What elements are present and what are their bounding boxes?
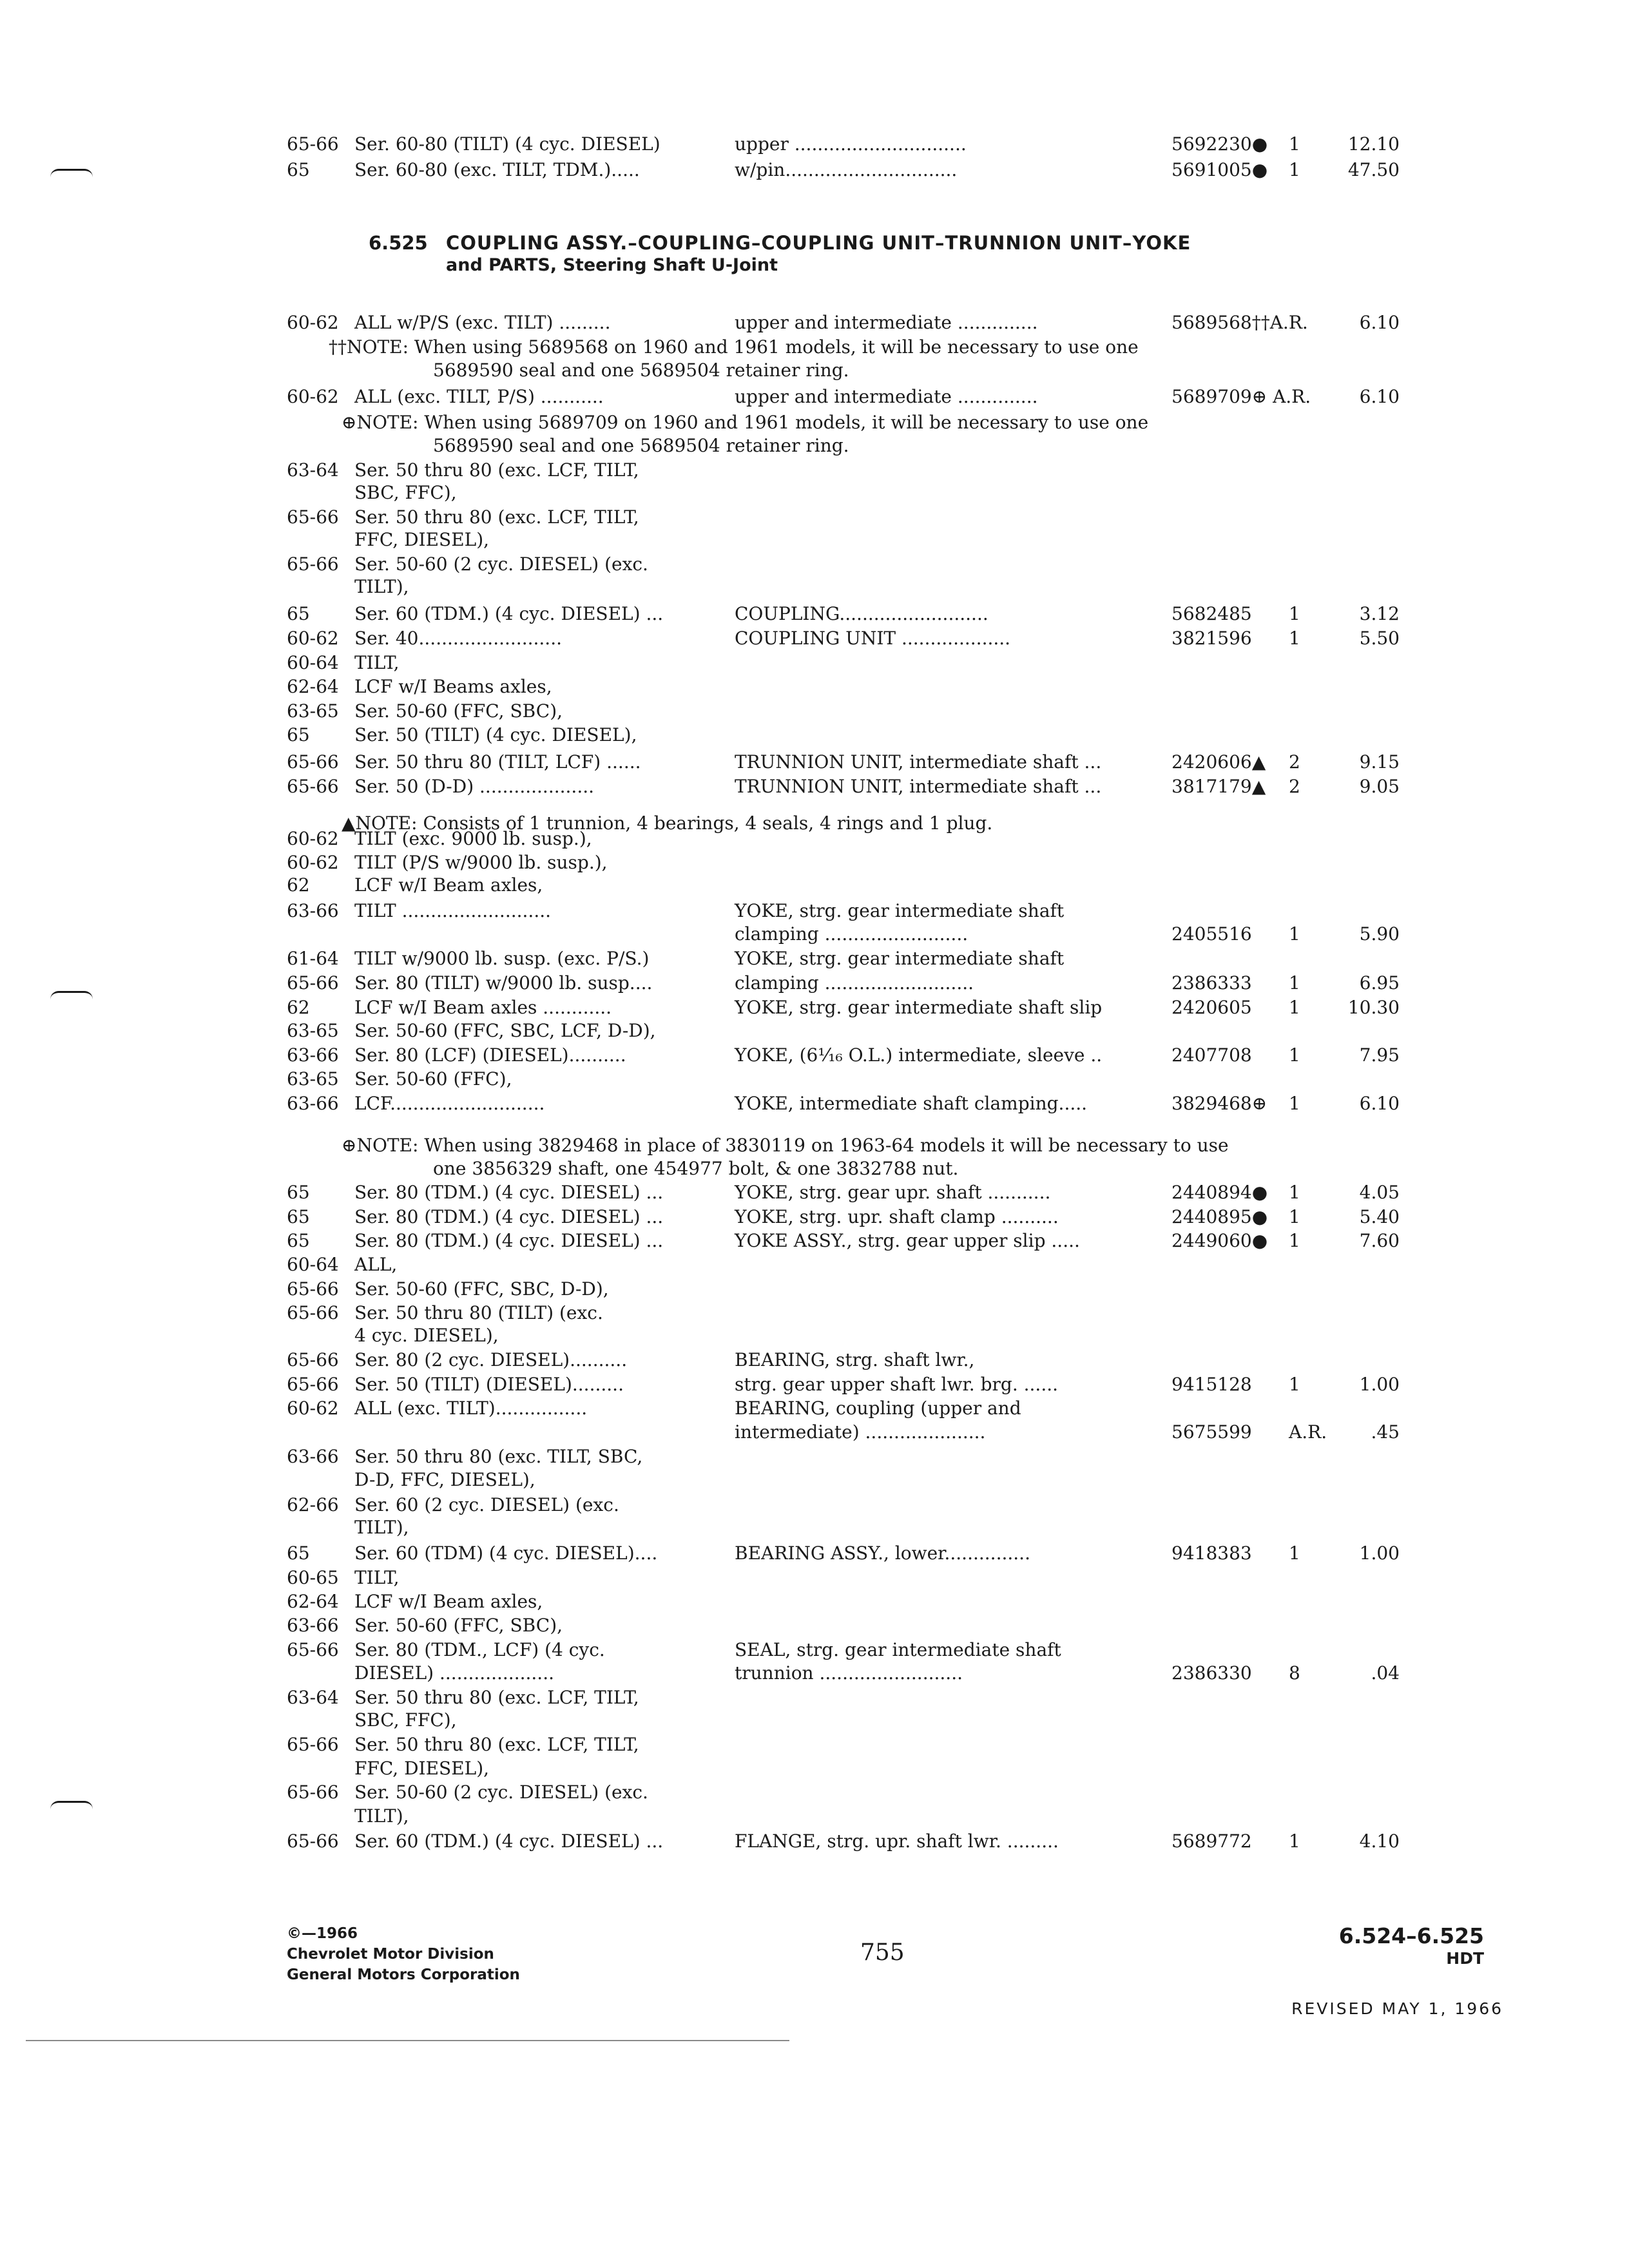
binder-hole-mark-top	[50, 169, 93, 177]
description-cell: clamping .........................	[735, 923, 969, 945]
application-cell: Ser. 50 (D-D) ....................	[354, 776, 595, 797]
application-cell: Ser. 60-80 (TILT) (4 cyc. DIESEL)	[354, 133, 660, 155]
price-cell: .04	[1371, 1662, 1400, 1684]
year-cell: 61-64	[287, 948, 339, 969]
price-cell: 6.10	[1359, 312, 1400, 333]
parts-row	[0, 1397, 1629, 1420]
description-cell: YOKE, strg. gear intermediate shaft	[735, 948, 1065, 969]
parts-row	[0, 602, 1629, 626]
year-cell: 60-64	[287, 1254, 339, 1275]
description-cell: YOKE, (6¹⁄₁₆ O.L.) intermediate, sleeve ..	[735, 1044, 1103, 1066]
application-cell: Ser. 50-60 (FFC),	[354, 1068, 512, 1090]
quantity-cell: 1	[1289, 133, 1300, 155]
year-cell: 65-66	[287, 1639, 339, 1660]
year-cell: 65	[287, 1542, 310, 1564]
application-cell: Ser. 80 (TDM.) (4 cyc. DIESEL) ...	[354, 1230, 664, 1251]
price-cell: .45	[1371, 1421, 1400, 1443]
year-cell: 63-65	[287, 700, 339, 722]
part-number-cell: 2405516	[1171, 923, 1252, 945]
application-cell: Ser. 80 (TDM.) (4 cyc. DIESEL) ...	[354, 1182, 664, 1203]
quantity-cell: 8	[1289, 1662, 1300, 1684]
description-cell: SEAL, strg. gear intermediate shaft	[735, 1639, 1061, 1660]
description-cell: YOKE ASSY., strg. gear upper slip .....	[735, 1230, 1080, 1251]
publisher-block	[287, 1923, 520, 1985]
year-cell: 63-66	[287, 1446, 339, 1467]
parts-row	[0, 311, 1629, 334]
year-cell: 60-62	[287, 628, 339, 649]
application-cell: Ser. 50 thru 80 (exc. TILT, SBC,	[354, 1446, 643, 1467]
price-cell: 5.40	[1359, 1206, 1400, 1227]
description-cell: BEARING ASSY., lower...............	[735, 1542, 1030, 1564]
part-number-cell: 9415128	[1171, 1374, 1252, 1395]
part-number-cell: 2420605	[1171, 997, 1252, 1018]
price-cell: 1.00	[1359, 1542, 1400, 1564]
parts-row	[0, 1830, 1629, 1853]
parts-row	[0, 899, 1629, 923]
price-cell: 47.50	[1347, 159, 1400, 180]
application-cell: Ser. 50-60 (2 cyc. DIESEL) (exc.	[354, 1782, 648, 1803]
price-cell: 6.10	[1359, 386, 1400, 407]
parts-row	[0, 1542, 1629, 1565]
parts-row	[0, 1324, 1629, 1347]
parts-row	[0, 1445, 1629, 1468]
application-cell: Ser. 50-60 (FFC, SBC),	[354, 1615, 563, 1636]
quantity-cell: 1	[1289, 1206, 1300, 1227]
hdt-label: HDT	[1446, 1949, 1484, 1968]
parts-row	[0, 1044, 1629, 1067]
year-cell: 60-62	[287, 312, 339, 333]
quantity-cell: 1	[1289, 1230, 1300, 1251]
year-cell: 62-64	[287, 1591, 339, 1612]
description-cell: trunnion .........................	[735, 1662, 963, 1684]
quantity-cell: 1	[1289, 1182, 1300, 1203]
quantity-cell: 1	[1289, 603, 1300, 624]
year-cell: 65-66	[287, 972, 339, 994]
year-cell: 63-66	[287, 1615, 339, 1636]
section-range: 6.524–6.525	[1338, 1923, 1484, 1948]
parts-row	[0, 1229, 1629, 1253]
parts-row	[0, 1566, 1629, 1590]
application-cell: ALL (exc. TILT, P/S) ...........	[354, 386, 604, 407]
application-cell: Ser. 50 thru 80 (exc. LCF, TILT,	[354, 459, 639, 481]
part-number-cell: 5689709⊕ A.R.	[1171, 386, 1311, 407]
year-cell: 62-64	[287, 676, 339, 697]
description-cell: clamping ..........................	[735, 972, 974, 994]
application-cell: Ser. 50 (TILT) (4 cyc. DIESEL),	[354, 724, 637, 745]
price-cell: 12.10	[1347, 133, 1400, 155]
quantity-cell: 1	[1289, 159, 1300, 180]
application-cell: LCF w/I Beam axles,	[354, 1591, 543, 1612]
application-cell: LCF...........................	[354, 1093, 545, 1114]
description-cell: TRUNNION UNIT, intermediate shaft ...	[735, 776, 1102, 797]
year-cell: 63-65	[287, 1068, 339, 1090]
description-cell: YOKE, intermediate shaft clamping.....	[735, 1093, 1088, 1114]
parts-row	[0, 459, 1629, 482]
year-cell: 65	[287, 1182, 310, 1203]
price-cell: 7.95	[1359, 1044, 1400, 1066]
application-cell: Ser. 50 (TILT) (DIESEL).........	[354, 1374, 624, 1395]
quantity-cell: 1	[1289, 972, 1300, 994]
section-number: 6.525	[369, 232, 428, 254]
application-cell: TILT (P/S w/9000 lb. susp.),	[354, 852, 608, 873]
parts-row	[0, 553, 1629, 576]
parts-row	[0, 1278, 1629, 1301]
application-cell: Ser. 60 (2 cyc. DIESEL) (exc.	[354, 1494, 619, 1515]
parts-row	[0, 1494, 1629, 1517]
year-cell: 60-62	[287, 828, 339, 849]
application-cell: Ser. 40.........................	[354, 628, 562, 649]
year-cell: 63-64	[287, 459, 339, 481]
year-cell: 65	[287, 1230, 310, 1251]
application-cell: TILT (exc. 9000 lb. susp.),	[354, 828, 592, 849]
description-cell: COUPLING..........................	[735, 603, 988, 624]
parts-row	[0, 1757, 1629, 1780]
year-cell: 62-66	[287, 1494, 339, 1515]
parts-row	[0, 1516, 1629, 1539]
year-cell: 62	[287, 997, 310, 1018]
application-cell: Ser. 60 (TDM.) (4 cyc. DIESEL) ...	[354, 603, 664, 624]
year-cell: 65-66	[287, 506, 339, 528]
application-cell: Ser. 80 (2 cyc. DIESEL)..........	[354, 1349, 628, 1370]
parts-row	[0, 1206, 1629, 1229]
parts-row	[0, 159, 1629, 182]
year-cell: 65-66	[287, 1374, 339, 1395]
year-cell: 60-62	[287, 852, 339, 873]
year-cell: 65	[287, 159, 310, 180]
parts-row	[0, 1468, 1629, 1492]
application-cell: Ser. 60 (TDM.) (4 cyc. DIESEL) ...	[354, 1831, 664, 1852]
application-cell: Ser. 50 thru 80 (TILT) (exc.	[354, 1302, 603, 1323]
description-cell: strg. gear upper shaft lwr. brg. ......	[735, 1374, 1059, 1395]
application-cell: Ser. 80 (LCF) (DIESEL)..........	[354, 1044, 626, 1066]
application-cell: Ser. 50 thru 80 (exc. LCF, TILT,	[354, 506, 639, 528]
parts-row	[0, 1302, 1629, 1325]
part-number-cell: 2420606▲	[1171, 751, 1266, 773]
year-cell: 65-66	[287, 751, 339, 773]
quantity-cell: 1	[1289, 628, 1300, 649]
quantity-cell: 2	[1289, 776, 1300, 797]
revision-date: REVISED MAY 1, 1966	[1291, 1999, 1503, 2018]
application-cell: TILT,	[354, 1567, 400, 1588]
parts-row	[0, 1686, 1629, 1709]
application-cell: Ser. 80 (TILT) w/9000 lb. susp....	[354, 972, 653, 994]
application-cell: LCF w/I Beam axles,	[354, 874, 543, 896]
parts-row	[0, 923, 1629, 946]
year-cell: 65-66	[287, 133, 339, 155]
application-cell: SBC, FFC),	[354, 1709, 457, 1731]
description-cell: upper ..............................	[735, 133, 967, 155]
price-cell: 4.05	[1359, 1182, 1400, 1203]
price-cell: 9.05	[1359, 776, 1400, 797]
parts-row	[0, 385, 1629, 408]
application-cell: SBC, FFC),	[354, 482, 457, 503]
parts-row	[0, 1373, 1629, 1396]
part-number-cell: 5675599	[1171, 1421, 1252, 1443]
description-cell: intermediate) .....................	[735, 1421, 986, 1443]
division-text: Chevrolet Motor Division	[287, 1946, 494, 1963]
binder-hole-mark-middle	[50, 991, 93, 999]
application-cell: 4 cyc. DIESEL),	[354, 1325, 499, 1346]
year-cell: 65	[287, 1206, 310, 1227]
note-3829468-line1: ⊕NOTE: When using 3829468 in place of 3830119 on 1963-64 models it will be necessary to use	[342, 1135, 1229, 1156]
part-number-cell: 2440894●	[1171, 1182, 1268, 1203]
parts-row	[0, 1639, 1629, 1662]
year-cell: 65-66	[287, 1349, 339, 1370]
note-5689568-line1: ††NOTE: When using 5689568 on 1960 and 1961 models, it will be necessary to use one	[329, 336, 1139, 358]
application-cell: ALL w/P/S (exc. TILT) .........	[354, 312, 611, 333]
year-cell: 60-65	[287, 1567, 339, 1588]
parts-row	[0, 947, 1629, 970]
application-cell: TILT ..........................	[354, 900, 552, 921]
application-cell: TILT,	[354, 652, 400, 673]
section-title: COUPLING ASSY.–COUPLING–COUPLING UNIT–TRUNNION UNIT–YOKE	[446, 232, 1191, 254]
application-cell: Ser. 50 thru 80 (exc. LCF, TILT,	[354, 1734, 639, 1755]
year-cell: 65-66	[287, 553, 339, 575]
description-cell: YOKE, strg. gear upr. shaft ...........	[735, 1182, 1051, 1203]
price-cell: 10.30	[1347, 997, 1400, 1018]
application-cell: TILT),	[354, 576, 409, 597]
year-cell: 63-66	[287, 1044, 339, 1066]
description-cell: upper and intermediate ..............	[735, 386, 1038, 407]
parts-row	[0, 675, 1629, 698]
parts-row	[0, 1805, 1629, 1828]
application-cell: Ser. 80 (TDM.) (4 cyc. DIESEL) ...	[354, 1206, 664, 1227]
parts-row	[0, 627, 1629, 650]
application-cell: FFC, DIESEL),	[354, 1758, 490, 1779]
part-number-cell: 5689772	[1171, 1831, 1252, 1852]
part-number-cell: 5692230●	[1171, 133, 1268, 155]
parts-row	[0, 1253, 1629, 1276]
parts-row	[0, 1590, 1629, 1613]
parts-row	[0, 724, 1629, 747]
description-cell: YOKE, strg. gear intermediate shaft slip	[735, 997, 1103, 1018]
application-cell: TILT),	[354, 1517, 409, 1538]
parts-row	[0, 133, 1629, 156]
part-number-cell: 2440895●	[1171, 1206, 1268, 1227]
year-cell: 65-66	[287, 776, 339, 797]
quantity-cell: 1	[1289, 1044, 1300, 1066]
description-cell: COUPLING UNIT ...................	[735, 628, 1011, 649]
parts-row	[0, 528, 1629, 552]
application-cell: D-D, FFC, DIESEL),	[354, 1469, 535, 1490]
parts-row	[0, 481, 1629, 505]
application-cell: Ser. 50 thru 80 (exc. LCF, TILT,	[354, 1687, 639, 1708]
application-cell: Ser. 50-60 (FFC, SBC, D-D),	[354, 1278, 609, 1300]
quantity-cell: 1	[1289, 1374, 1300, 1395]
year-cell: 63-64	[287, 1687, 339, 1708]
quantity-cell: 1	[1289, 923, 1300, 945]
corporation-text: General Motors Corporation	[287, 1966, 520, 1983]
price-cell: 5.90	[1359, 923, 1400, 945]
application-cell: Ser. 50 thru 80 (TILT, LCF) ......	[354, 751, 641, 773]
price-cell: 3.12	[1359, 603, 1400, 624]
part-number-cell: 2386333	[1171, 972, 1252, 994]
application-cell: TILT),	[354, 1805, 409, 1827]
part-number-cell: 5682485	[1171, 603, 1252, 624]
application-cell: Ser. 60-80 (exc. TILT, TDM.).....	[354, 159, 640, 180]
price-cell: 5.50	[1359, 628, 1400, 649]
part-number-cell: 3821596	[1171, 628, 1252, 649]
quantity-cell: A.R.	[1289, 1421, 1327, 1443]
price-cell: 7.60	[1359, 1230, 1400, 1251]
year-cell: 65-66	[287, 1278, 339, 1300]
note-trunnion-contents: ▲NOTE: Consists of 1 trunnion, 4 bearings, 4 seals, 4 rings and 1 plug.	[342, 812, 993, 834]
part-number-cell: 3829468⊕	[1171, 1093, 1268, 1114]
parts-row	[0, 775, 1629, 798]
application-cell: DIESEL) ....................	[354, 1662, 554, 1684]
quantity-cell: 1	[1289, 997, 1300, 1018]
parts-row	[0, 751, 1629, 774]
year-cell: 65-66	[287, 1302, 339, 1323]
description-cell: BEARING, strg. shaft lwr.,	[735, 1349, 975, 1370]
quantity-cell: 2	[1289, 751, 1300, 773]
price-cell: 6.10	[1359, 1093, 1400, 1114]
bottom-rule	[26, 2040, 789, 2041]
quantity-cell: 1	[1289, 1542, 1300, 1564]
application-cell: ALL (exc. TILT)................	[354, 1398, 588, 1419]
parts-row	[0, 1181, 1629, 1204]
year-cell: 63-65	[287, 1020, 339, 1041]
price-cell: 6.95	[1359, 972, 1400, 994]
part-number-cell: 9418383	[1171, 1542, 1252, 1564]
note-5689709-line2: 5689590 seal and one 5689504 retainer ring.	[433, 435, 849, 456]
year-cell: 60-64	[287, 652, 339, 673]
description-cell: YOKE, strg. gear intermediate shaft	[735, 900, 1065, 921]
application-cell: Ser. 80 (TDM., LCF) (4 cyc.	[354, 1639, 605, 1660]
parts-row	[0, 996, 1629, 1019]
part-number-cell: 2407708	[1171, 1044, 1252, 1066]
year-cell: 65-66	[287, 1831, 339, 1852]
year-cell: 65-66	[287, 1782, 339, 1803]
price-cell: 9.15	[1359, 751, 1400, 773]
year-cell: 62	[287, 874, 310, 896]
description-cell: upper and intermediate ..............	[735, 312, 1038, 333]
part-number-cell: 5689568††A.R.	[1171, 312, 1308, 333]
parts-row	[0, 1092, 1629, 1115]
parts-row	[0, 575, 1629, 599]
parts-row	[0, 1421, 1629, 1444]
price-cell: 4.10	[1359, 1831, 1400, 1852]
description-cell: TRUNNION UNIT, intermediate shaft ...	[735, 751, 1102, 773]
description-cell: YOKE, strg. upr. shaft clamp ..........	[735, 1206, 1059, 1227]
copyright-text: ©—1966	[287, 1925, 358, 1942]
application-cell: FFC, DIESEL),	[354, 529, 490, 550]
year-cell: 60-62	[287, 386, 339, 407]
application-cell: Ser. 50-60 (FFC, SBC),	[354, 700, 563, 722]
binder-hole-mark-bottom	[50, 1801, 93, 1809]
year-cell: 60-62	[287, 1398, 339, 1419]
part-number-cell: 3817179▲	[1171, 776, 1266, 797]
year-cell: 65	[287, 724, 310, 745]
quantity-cell: 1	[1289, 1831, 1300, 1852]
year-cell: 65-66	[287, 1734, 339, 1755]
parts-row	[0, 1733, 1629, 1756]
description-cell: FLANGE, strg. upr. shaft lwr. .........	[735, 1831, 1059, 1852]
application-cell: LCF w/I Beams axles,	[354, 676, 552, 697]
note-5689568-line2: 5689590 seal and one 5689504 retainer ring.	[433, 360, 849, 381]
note-3829468-line2: one 3856329 shaft, one 454977 bolt, & one 3832788 nut.	[433, 1158, 959, 1179]
parts-row	[0, 1709, 1629, 1732]
parts-row	[0, 851, 1629, 874]
parts-row	[0, 1781, 1629, 1804]
parts-row	[0, 1068, 1629, 1091]
application-cell: TILT w/9000 lb. susp. (exc. P/S.)	[354, 948, 650, 969]
parts-row	[0, 972, 1629, 995]
page-reference	[1339, 1923, 1484, 1968]
year-cell: 65	[287, 603, 310, 624]
note-5689709-line1: ⊕NOTE: When using 5689709 on 1960 and 1961 models, it will be necessary to use one	[342, 412, 1149, 433]
parts-row	[0, 700, 1629, 723]
part-number-cell: 2386330	[1171, 1662, 1252, 1684]
section-subtitle: and PARTS, Steering Shaft U-Joint	[446, 255, 778, 275]
description-cell: w/pin..............................	[735, 159, 958, 180]
parts-row	[0, 1349, 1629, 1372]
application-cell: LCF w/I Beam axles ............	[354, 997, 612, 1018]
application-cell: ALL,	[354, 1254, 398, 1275]
parts-row	[0, 1614, 1629, 1637]
year-cell: 63-66	[287, 900, 339, 921]
parts-row	[0, 651, 1629, 675]
page-number: 755	[860, 1939, 905, 1966]
parts-row	[0, 1662, 1629, 1685]
quantity-cell: 1	[1289, 1093, 1300, 1114]
application-cell: Ser. 50-60 (FFC, SBC, LCF, D-D),	[354, 1020, 656, 1041]
year-cell: 63-66	[287, 1093, 339, 1114]
parts-row	[0, 506, 1629, 529]
description-cell: BEARING, coupling (upper and	[735, 1398, 1021, 1419]
application-cell: Ser. 60 (TDM) (4 cyc. DIESEL)....	[354, 1542, 658, 1564]
part-number-cell: 5691005●	[1171, 159, 1268, 180]
price-cell: 1.00	[1359, 1374, 1400, 1395]
parts-row	[0, 1019, 1629, 1043]
parts-row	[0, 874, 1629, 897]
application-cell: Ser. 50-60 (2 cyc. DIESEL) (exc.	[354, 553, 648, 575]
part-number-cell: 2449060●	[1171, 1230, 1268, 1251]
